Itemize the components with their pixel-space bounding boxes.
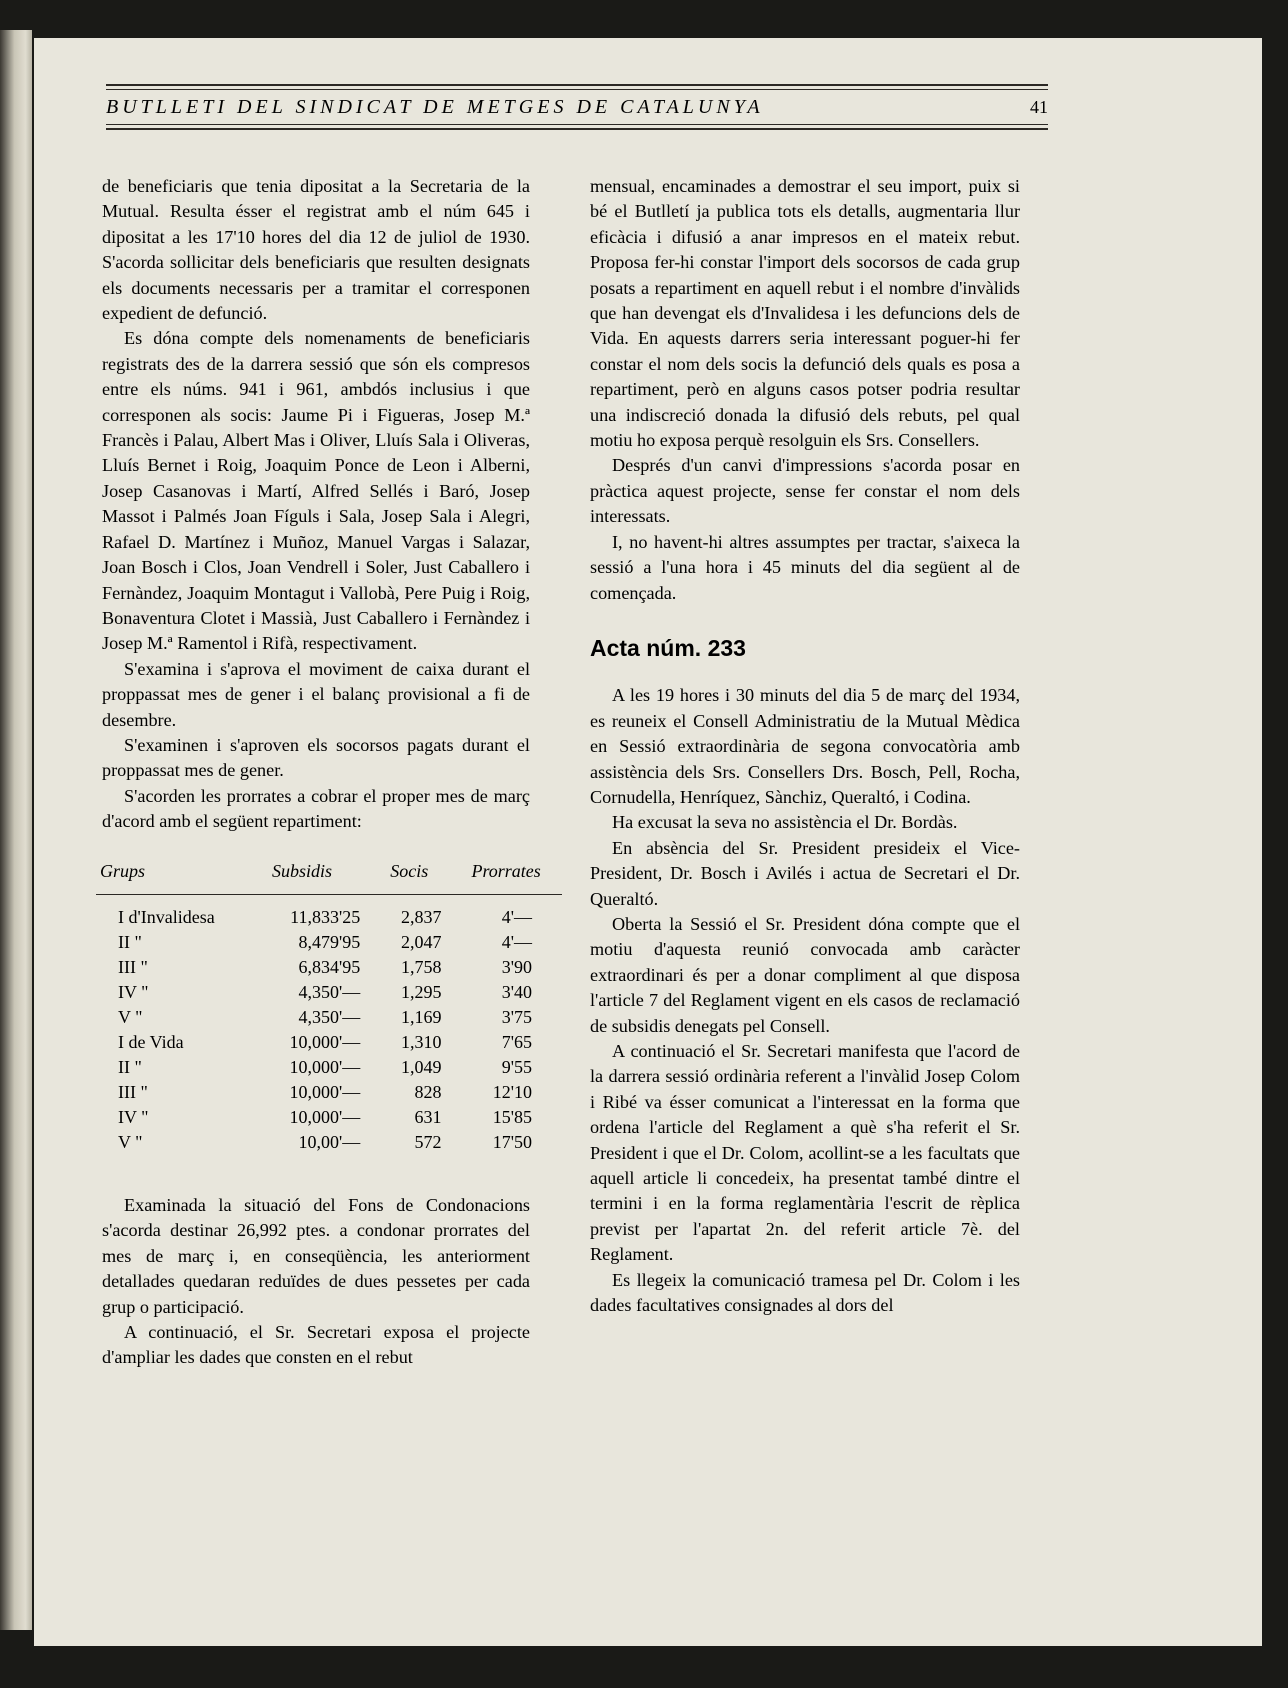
cell-socis: 1,310 [400,1031,442,1052]
table-row [96,894,562,930]
cell-grup: IV " [118,1106,149,1127]
paragraph: de beneficiaris que tenia dipositat a la Secretaria de la Mutual. Resulta ésser el registrat amb el núm 645 i dipositat a les 17'10 hores del dia 12 de juliol de 1930. S'acorda sollicitar dels beneficiaris que resulten designats els documents necessaris per a tramitar el corresponen expedient de defunció. [102,176,530,324]
cell-socis: 1,758 [400,956,442,977]
cell-socis: 2,047 [400,931,442,952]
header-bottom-rule [106,124,1048,130]
cell-subsidis: 10,000'— [289,1106,361,1127]
paragraph: Es dóna compte dels nomenaments de beneficiaris registrats des de la darrera sessió que són els compresos entre els núms. 941 i 961, ambdós inclusius i que corresponen als socis: Jaume Pi i Figueras, Josep M.ª Francès i Palau, Albert Mas i Oliver, Lluís Sala i Oliveras, Lluís Bernet i Roig, Joaquim Ponce de Leon i Alberni, Josep Casanovas i Martí, Alfred Sellés i Baró, Josep Massot i Palmés Joan Fíguls i Sala, Josep Sala i Alegri, Rafael D. Martínez i Muñoz, Manuel Vargas i Salazar, Joan Bosch i Clos, Joan Vendrell i Soler, Just Caballero i Fernàndez, Joaquim Montagut i Vallobà, Pere Puig i Roig, Bonaventura Clotet i Massià, Just Caballero i Fernàndez i Josep M.ª Ramentol i Rifà, respectivament. [102,328,530,654]
paragraph: Ha excusat la seva no assistència el Dr. Bordàs. [612,812,958,833]
cell-subsidis: 6,834'95 [298,956,361,977]
cell-grup: II " [118,931,142,952]
cell-grup: V " [118,1131,143,1152]
cell-subsidis: 10,000'— [289,1031,361,1052]
cell-prorrates: 3'40 [501,981,532,1002]
paragraph: I, no havent-hi altres assumptes per tractar, s'aixeca la sessió a l'una hora i 45 minuts del dia següent al de començada. [590,531,1020,603]
paragraph: S'acorden les prorrates a cobrar el proper mes de març d'acord amb el següent repartiment: [102,785,530,832]
cell-subsidis: 10,000'— [289,1081,361,1102]
cell-subsidis: 10,00'— [298,1131,361,1152]
table-row [96,930,562,955]
paragraph: S'examina i s'aprova el moviment de caixa durant el proppassat mes de gener i el balanç provisional a fi de desembre. [102,658,530,730]
paragraph: S'examinen i s'aproven els socorsos pagats durant el proppassat mes de gener. [102,734,530,781]
cell-grup: V " [118,1006,143,1027]
table-row [96,980,562,1005]
cell-socis: 631 [414,1106,442,1127]
table-row [96,1030,562,1055]
journal-title: BUTLLETI DEL SINDICAT DE METGES DE CATALUNYA [106,95,764,118]
table-row [96,1055,562,1080]
cell-prorrates: 12'10 [492,1081,532,1102]
left-column [100,174,541,1371]
cell-subsidis: 8,479'95 [298,931,361,952]
cell-grup: II " [118,1056,142,1077]
cell-subsidis: 4,350'— [298,981,361,1002]
paragraph: Després d'un canvi d'impressions s'acorda posar en pràctica aquest projecte, sense fer constar el nom dels interessats. [590,455,1020,527]
cell-grup: IV " [118,981,149,1002]
cell-socis: 828 [414,1081,442,1102]
cell-prorrates: 3'90 [501,956,532,977]
paragraph: Examinada la situació del Fons de Condonacions s'acorda destinar 26,992 ptes. a condonar prorrates del mes de març i, en conseqüència, les anteriorment detallades quedaran reduïdes de dues pessetes per cada grup o participació. [102,1194,530,1317]
page-number: 41 [1030,96,1048,117]
cell-grup: III " [118,956,148,977]
table-row [96,1130,562,1167]
col-header-prorrates: Prorrates [467,853,562,895]
table-header-row [96,853,562,895]
table-row [96,1005,562,1030]
right-column [590,174,1020,1318]
adjacent-page-edge [0,30,32,1630]
paragraph: Oberta la Sessió el Sr. President dóna compte que el motiu d'aquesta reunió convocada amb caràcter extraordinari és per a donar compliment al que disposa l'article 7 del Reglament vigent en els casos de reclamació de subsidis denegats pel Consell. [590,913,1020,1036]
cell-socis: 2,837 [400,906,442,927]
cell-socis: 572 [414,1131,442,1152]
cell-grup: III " [118,1081,148,1102]
paragraph: A continuació el Sr. Secretari manifesta que l'acord de la darrera sessió ordinària referent a l'invàlid Josep Colom i Ribé va ésser comunicat a l'interessat en la forma que ordena l'article del Reglament a què s'ha referit el Sr. President i que el Dr. Colom, acollint-se a les facultats que aquell article li concedeix, ha presentat també dintre el termini i en la forma reglamentària l'escrit de rèplica previst per l'apartat 2n. del referit article 7è. del Reglament. [590,1041,1020,1265]
paragraph: Es llegeix la comunicació tramesa pel Dr. Colom i les dades facultatives consignades al dors del [590,1269,1020,1316]
paragraph: mensual, encaminades a demostrar el seu import, puix si bé el Butlletí ja publica tots els detalls, augmentaria llur eficàcia i difusió a anar impresos en el mateix rebut. Proposa fer-hi constar l'import dels socorsos de cada grup posats a repartiment en aquell rebut i el nombre d'invàlids que han devengat els d'Invalidesa i les defuncions dels de Vida. En aquests darrers seria interessant poguer-hi fer constar el nom dels socis la defunció dels quals es posa a repartiment, però en alguns casos potser podria resultar una indiscreció donada la difusió dels rebuts, pel qual motiu ho exposa perquè resolguin els Srs. Consellers. [590,176,1020,451]
cell-prorrates: 15'85 [492,1106,532,1127]
cell-prorrates: 4'— [501,931,532,952]
cell-socis: 1,169 [400,1006,442,1027]
col-header-socis: Socis [386,853,445,895]
cell-prorrates: 17'50 [492,1131,532,1152]
cell-subsidis: 10,000'— [289,1056,361,1077]
cell-grup: I d'Invalidesa [118,906,215,927]
cell-grup: I de Vida [118,1031,184,1052]
running-header [106,84,1048,130]
cell-subsidis: 11,833'25 [290,906,361,927]
paragraph: A continuació, el Sr. Secretari exposa el projecte d'ampliar les dades que consten en el rebut [102,1322,530,1368]
cell-prorrates: 4'— [501,906,532,927]
section-heading: Acta núm. 233 [590,634,746,661]
col-header-subsidis: Subsidis [268,853,364,895]
prorrates-table [96,853,562,1167]
table-row [96,1105,562,1130]
paragraph: En absència del Sr. President presideix el Vice-President, Dr. Bosch i Avilés i actua de Secretari el Dr. Queraltó. [590,837,1020,909]
cell-socis: 1,295 [400,981,442,1002]
cell-prorrates: 3'75 [501,1006,532,1027]
col-header-grups: Grups [96,853,246,895]
cell-subsidis: 4,350'— [298,1006,361,1027]
cell-socis: 1,049 [400,1056,442,1077]
table-row [96,955,562,980]
table-row [96,1080,562,1105]
cell-prorrates: 7'65 [501,1031,532,1052]
paragraph: A les 19 hores i 30 minuts del dia 5 de març del 1934, es reuneix el Consell Administratiu de la Mutual Mèdica en Sessió extraordinària de segona convocatòria amb assistència dels Srs. Consellers Drs. Bosch, Pell, Rocha, Cornudella, Henríquez, Sànchiz, Queraltó, i Codina. [590,685,1020,807]
cell-prorrates: 9'55 [501,1056,532,1077]
